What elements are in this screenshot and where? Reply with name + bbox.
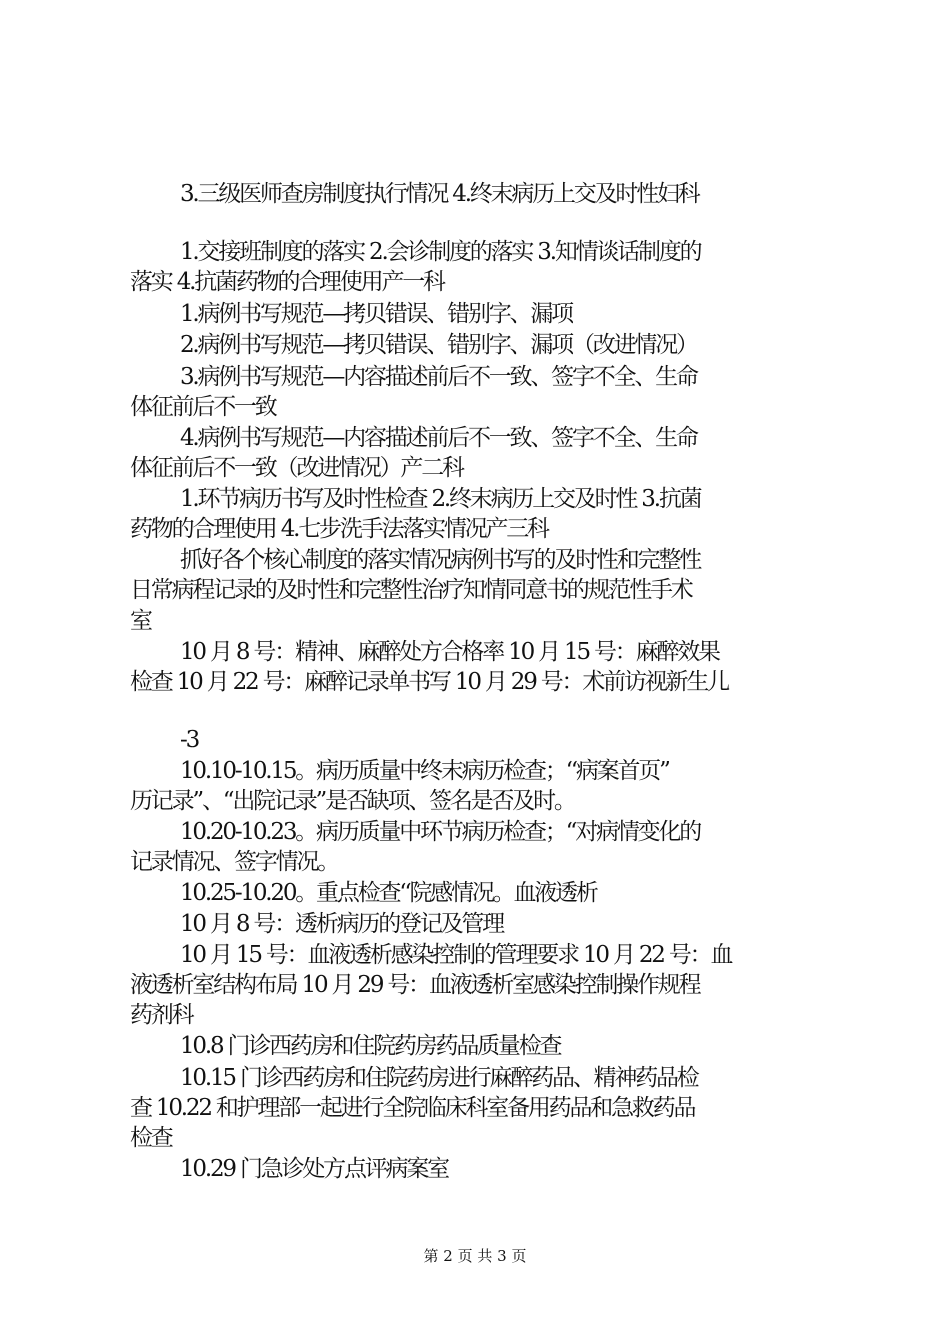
text-line: 抓好各个核心制度的落实情况病例书写的及时性和完整性: [180, 547, 701, 573]
text-line: 10.25-10.20。重点检查‘‘院感情况。血液透析: [180, 880, 597, 906]
text-line: 日常病程记录的及时性和完整性治疗知情同意书的规范性手术: [130, 577, 692, 603]
text-line: 10 月 15 号：血液透析感染控制的管理要求 10 月 22 号：血: [180, 942, 732, 968]
text-line: 10.20-10.23。病历质量中环节病历检查；“对病情变化的: [180, 819, 701, 845]
text-line: 查 10.22 和护理部一起进行全院临床科室备用药品和急救药品: [130, 1095, 695, 1121]
text-line: -3: [180, 727, 199, 753]
text-line: 10 月 8 号：精神、麻醉处方合格率 10 月 15 号：麻醉效果: [180, 639, 719, 665]
text-line: 液透析室结构布局 10 月 29 号：血液透析室感染控制操作规程: [130, 972, 700, 998]
text-line: 记录情况、签字情况。: [130, 849, 339, 875]
text-line: 10.10-10.15。病历质量中终末病历检查；‘‘病案首页”: [180, 758, 669, 784]
text-line: 历记录”、“出院记录”是否缺项、签名是否及时。: [130, 788, 575, 814]
text-line: 4.病例书写规范—内容描述前后不一致、签字不全、生命: [180, 425, 697, 451]
text-line: 1.交接班制度的落实 2.会诊制度的落实 3.知情谈话制度的: [180, 239, 701, 265]
text-line: 室: [130, 608, 151, 634]
text-line: 落实 4.抗菌药物的合理使用产一科: [130, 269, 444, 295]
page-footer: 第 2 页 共 3 页: [423, 1247, 527, 1265]
text-line: 检查 10 月 22 号：麻醉记录单书写 10 月 29 号：术前访视新生儿: [130, 669, 728, 695]
text-line: 10.8 门诊西药房和住院药房药品质量检查: [180, 1033, 561, 1059]
text-line: 药剂科: [130, 1002, 193, 1028]
text-line: 药物的合理使用 4.七步洗手法落实情况产三科: [130, 516, 548, 542]
text-line: 体征前后不一致（改进情况）产二科: [130, 455, 463, 481]
text-line: 10 月 8 号：透析病历的登记及管理: [180, 911, 504, 937]
text-line: 2.病例书写规范—拷贝错误、错别字、漏项（改进情况）: [180, 332, 697, 358]
text-line: 3.三级医师查房制度执行情况 4.终末病历上交及时性妇科: [180, 181, 699, 207]
text-line: 1.环节病历书写及时性检查 2.终末病历上交及时性 3.抗菌: [180, 486, 701, 512]
text-line: 10.29 门急诊处方点评病案室: [180, 1156, 448, 1182]
text-line: 1.病例书写规范—拷贝错误、错别字、漏项: [180, 301, 572, 327]
text-line: 3.病例书写规范—内容描述前后不一致、签字不全、生命: [180, 364, 697, 390]
text-line: 体征前后不一致: [130, 394, 276, 420]
text-line: 10.15 门诊西药房和住院药房进行麻醉药品、精神药品检: [180, 1065, 698, 1091]
text-line: 检查: [130, 1125, 172, 1151]
